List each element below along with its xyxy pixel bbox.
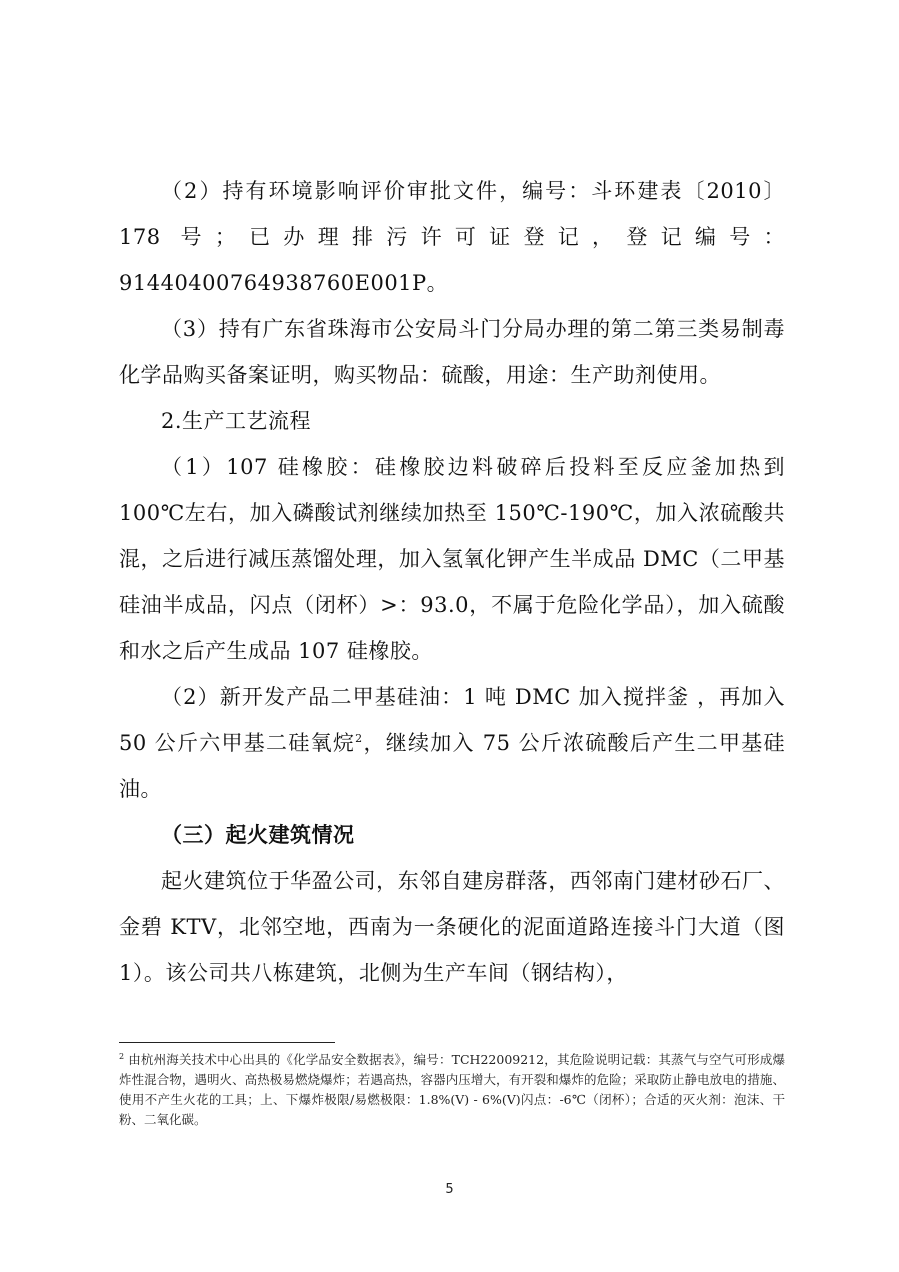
body-text [119, 168, 785, 996]
page-number: 5 [445, 1182, 454, 1197]
paragraph-dimethyl-silicone-oil [119, 674, 785, 812]
paragraph-text-before-marker: （2）新开发产品二甲基硅油：1 吨 DMC 加入搅拌釜 ，再加入 50 公斤六甲基二硅氧烷 [119, 685, 785, 755]
section-heading-fire-building: （三）起火建筑情况 [161, 823, 355, 847]
paragraph-precursor-chemical-filing: （3）持有广东省珠海市公安局斗门分局办理的第二第三类易制毒化学品购买备案证明，购买物品：硫酸，用途：生产助剂使用。 [119, 317, 785, 387]
subheading-production-process: 2.生产工艺流程 [161, 409, 312, 433]
footnote-divider [119, 1042, 335, 1043]
paragraph-107-silicone-rubber: （1）107 硅橡胶：硅橡胶边料破碎后投料至反应釜加热到 100℃左右，加入磷酸试剂继续加热至 150℃-190℃，加入浓硫酸共混，之后进行减压蒸馏处理，加入氢氧化钾产生半成品 DMC（二甲基硅油半成品，闪点（闭杯）>：93.0，不属于危险化学品），加入硫酸和水之后产生成品 107 硅橡胶。 [119, 455, 785, 663]
paragraph-eia-permit: （2）持有环境影响评价审批文件，编号：斗环建表〔2010〕178 号；已办理排污许可证登记，登记编号：91440400764938760E001P。 [119, 179, 785, 295]
footnote-reference-marker: 2 [355, 732, 363, 745]
paragraph-text-after-marker: ，继续加入 75 公斤浓硫酸后产生二甲基硅油。 [119, 731, 785, 801]
footnote-marker: 2 [119, 1051, 125, 1061]
footnote-text: 由杭州海关技术中心出具的《化学品安全数据表》，编号：TCH22009212，其危险说明记载：其蒸气与空气可形成爆炸性混合物，遇明火、高热极易燃烧爆炸；若遇高热，容器内压增大，有开裂和爆炸的危险；采取防止静电放电的措施、使用不产生火花的工具；上、下爆炸极限/易燃极限：1.8%(V) - 6%(V)闪点：-6℃（闭杯）；合适的灭火剂：泡沫、干粉、二氧化碳。 [119, 1052, 785, 1127]
footnote [119, 1050, 785, 1130]
paragraph-fire-building-location: 起火建筑位于华盈公司，东邻自建房群落，西邻南门建材砂石厂、金碧 KTV，北邻空地，西南为一条硬化的泥面道路连接斗门大道（图 1）。该公司共八栋建筑，北侧为生产车间（钢结构）， [119, 869, 785, 985]
